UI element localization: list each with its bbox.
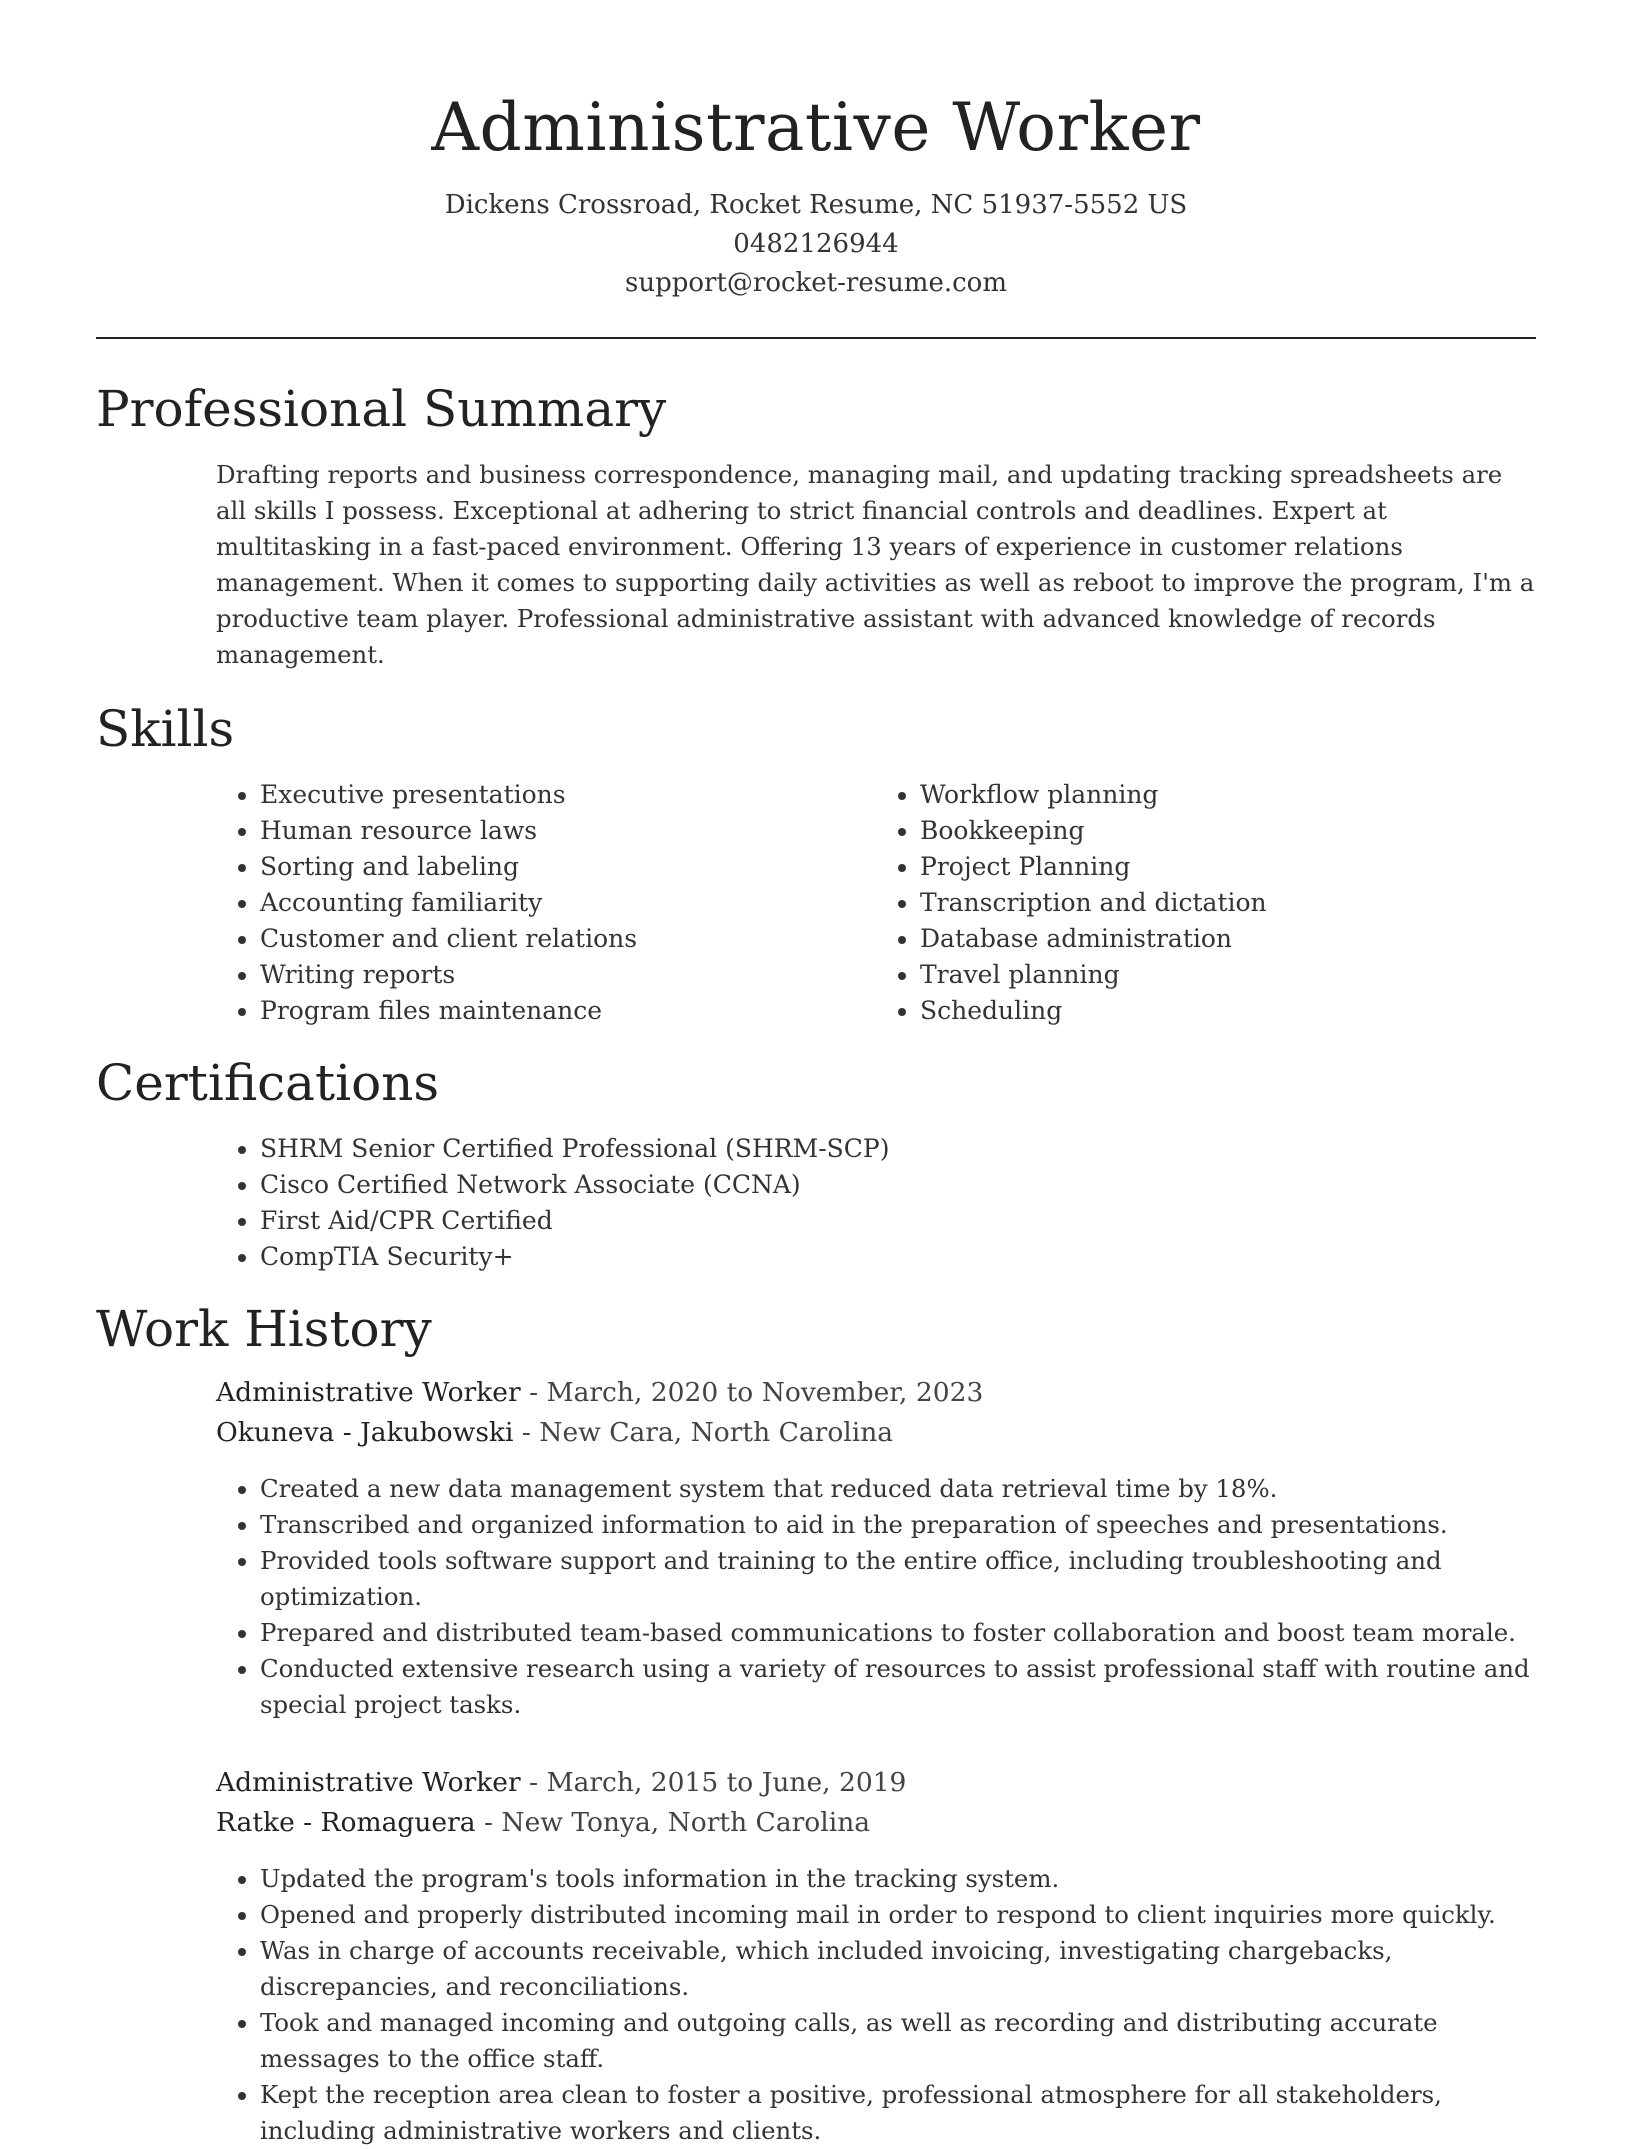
skills-list	[216, 777, 1536, 1029]
certification-item: • CompTIA Security+	[260, 1239, 1536, 1275]
job-bullet: • Conducted extensive research using a variety of resources to assist professional staff with routine and special project tasks.	[260, 1651, 1536, 1723]
contact-email: support@rocket-resume.com	[624, 268, 1007, 298]
contact-phone: 0482126944	[733, 229, 899, 259]
job-bullets	[216, 1861, 1536, 2149]
job-dates: - March, 2020 to November, 2023	[520, 1377, 984, 1408]
skill-item: • Travel planning	[920, 957, 1536, 993]
skill-item: • Transcription and dictation	[920, 885, 1536, 921]
skills-heading: Skills	[96, 700, 235, 758]
contact-info	[96, 186, 1536, 303]
job-bullets	[216, 1471, 1536, 1723]
job-location: - New Cara, North Carolina	[513, 1417, 894, 1448]
job-bullet: • Prepared and distributed team-based communications to foster collaboration and boost team morale.	[260, 1615, 1536, 1651]
job-entry	[216, 1763, 1536, 1843]
skill-item: • Writing reports	[260, 957, 876, 993]
job-bullet: • Kept the reception area clean to foster a positive, professional atmosphere for all stakeholders, including administrative workers and clients.	[260, 2077, 1536, 2149]
skills-column-right	[876, 777, 1536, 1029]
certification-item: • Cisco Certified Network Associate (CCNA)	[260, 1167, 1536, 1203]
job-role: Administrative Worker	[216, 1767, 521, 1798]
job-bullet: • Updated the program's tools information in the tracking system.	[260, 1861, 1536, 1897]
job-bullet: • Opened and properly distributed incoming mail in order to respond to client inquiries more quickly.	[260, 1897, 1536, 1933]
candidate-name: Administrative Worker	[431, 89, 1201, 166]
job-role: Administrative Worker	[216, 1377, 521, 1408]
job-title-line	[216, 1373, 1536, 1413]
job-company: Ratke - Romaguera	[216, 1807, 476, 1838]
job-title-line	[216, 1763, 1536, 1803]
header-divider	[96, 337, 1536, 339]
work-history-heading: Work History	[96, 1300, 432, 1358]
certification-item: • First Aid/CPR Certified	[260, 1203, 1536, 1239]
job-bullet: • Created a new data management system that reduced data retrieval time by 18%.	[260, 1471, 1536, 1507]
job-bullet: • Was in charge of accounts receivable, which included invoicing, investigating chargebacks, discrepancies, and reconciliations.	[260, 1933, 1536, 2005]
job-dates: - March, 2015 to June, 2019	[520, 1767, 907, 1798]
skills-column-left	[216, 777, 876, 1029]
certifications-heading: Certifications	[96, 1054, 440, 1112]
certification-item: • SHRM Senior Certified Professional (SHRM-SCP)	[260, 1131, 1536, 1167]
summary-text: Drafting reports and business correspondence, managing mail, and updating tracking spreadsheets are all skills I possess. Exceptional at adhering to strict financial controls and deadlines. Expert at multitasking in a fast-paced environment. Offering 13 years of experience in customer relations management. When it comes to supporting daily activities as well as reboot to improve the program, I'm a productive team player. Professional administrative assistant with advanced knowledge of records management.	[216, 460, 1535, 669]
job-company-line	[216, 1803, 1536, 1843]
job-location: - New Tonya, North Carolina	[475, 1807, 871, 1838]
job-bullet: • Took and managed incoming and outgoing calls, as well as recording and distributing accurate messages to the office staff.	[260, 2005, 1536, 2077]
skill-item: • Sorting and labeling	[260, 849, 876, 885]
skill-item: • Database administration	[920, 921, 1536, 957]
job-bullet: • Provided tools software support and training to the entire office, including troubleshooting and optimization.	[260, 1543, 1536, 1615]
skill-item: • Human resource laws	[260, 813, 876, 849]
job-bullet: • Transcribed and organized information to aid in the preparation of speeches and presentations.	[260, 1507, 1536, 1543]
skill-item: • Program files maintenance	[260, 993, 876, 1029]
job-company-line	[216, 1413, 1536, 1453]
certifications-list	[216, 1131, 1536, 1275]
skill-item: • Customer and client relations	[260, 921, 876, 957]
resume-header	[96, 88, 1536, 303]
skill-item: • Executive presentations	[260, 777, 876, 813]
skill-item: • Scheduling	[920, 993, 1536, 1029]
contact-address: Dickens Crossroad, Rocket Resume, NC 51937-5552 US	[444, 190, 1188, 220]
skill-item: • Project Planning	[920, 849, 1536, 885]
job-company: Okuneva - Jakubowski	[216, 1417, 514, 1448]
skill-item: • Bookkeeping	[920, 813, 1536, 849]
job-entry	[216, 1373, 1536, 1453]
summary-heading: Professional Summary	[96, 380, 667, 438]
skill-item: • Workflow planning	[920, 777, 1536, 813]
skill-item: • Accounting familiarity	[260, 885, 876, 921]
